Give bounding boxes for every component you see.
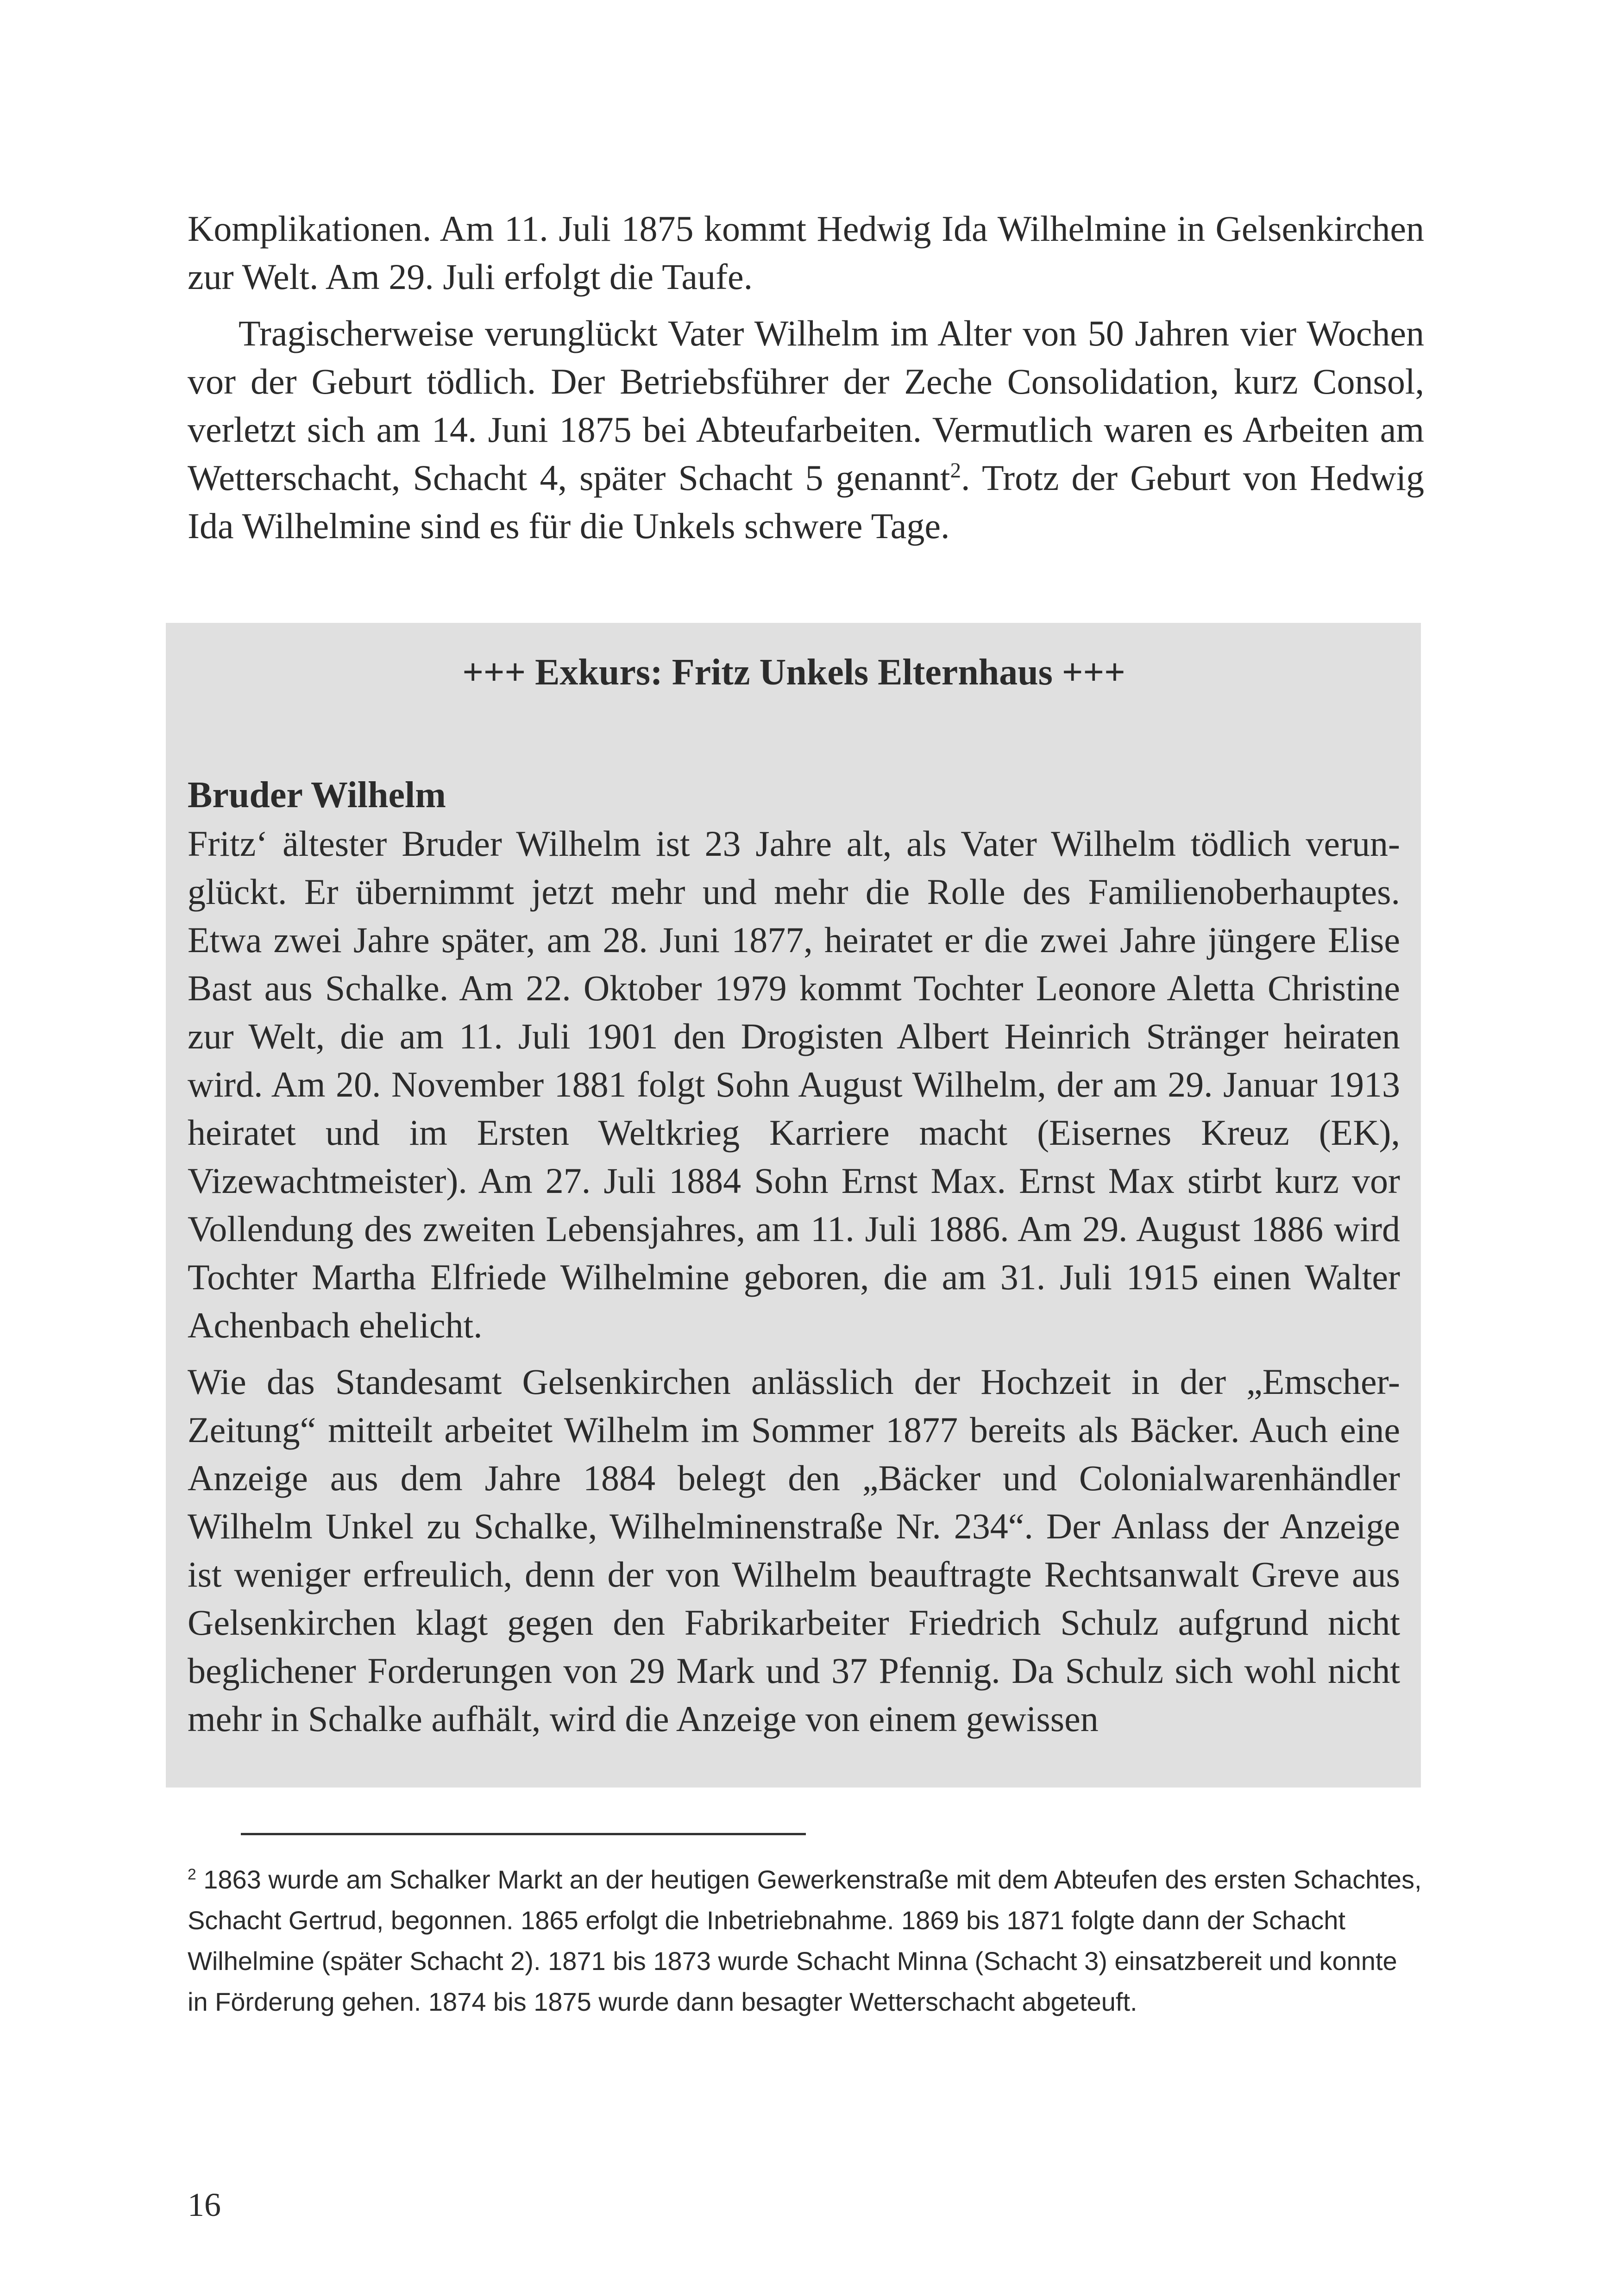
footnote-text: 1863 wurde am Schalker Markt an der heutigen Gewerkenstraße mit dem Abteufen des ersten Schachtes, Schacht Gertrud, begonnen. 1865 erfolgt die Inbetriebnahme. 1869 bis 1871 folgte dann der Schacht Wilhelmine (später Schacht 2). 1871 bis 1873 wurde Schacht Minna (Schacht 3) einsatzbereit und konnte in Förderung gehen. 1874 bis 1875 wurde dann besagter Wetterschacht abgeteuft. xyxy=(188,1865,1422,2016)
footnote-reference[interactable]: 2 xyxy=(950,458,961,483)
main-text xyxy=(188,205,1424,558)
footnote xyxy=(188,1859,1424,2022)
paragraph-2-text: Tragischerweise verunglückt Vater Wilhelm im Alter von 50 Jahren vier Wochen vor der Geburt tödlich. Der Betriebsführer der Zeche Consolidation, kurz Consol, verletzt sich am 14. Juni 1875 bei Abteufarbeiten. Vermutlich waren es Arbeiten am Wetterschacht, Schacht 4, später Schacht 5 genannt xyxy=(188,313,1424,498)
footnote-divider xyxy=(241,1833,806,1835)
paragraph-2-tail: . Trotz der Geburt von Hedwig Ida Wilhelmine sind es für die Unkels schwere Tage. xyxy=(188,458,1424,546)
page-number: 16 xyxy=(188,2186,221,2223)
exkurs-title: +++ Exkurs: Fritz Unkels Elternhaus +++ xyxy=(462,652,1125,693)
exkurs-paragraph-2: Wie das Standesamt Gelsenkirchen anlässlich der Hochzeit in der „Emscher-Zeitung“ mitteilt arbeitet Wilhelm im Sommer 1877 bereits als Bäcker. Auch eine Anzeige aus dem Jahre 1884 belegt den „Bäcker und Colonialwarenhändler Wilhelm Unkel zu Schalke, Wilhelminenstraße Nr. 234“. Der Anlass der Anzeige ist weniger erfreulich, denn der von Wilhelm beauftragte Rechtsanwalt Greve aus Gelsenkirchen klagt gegen den Fabrikarbeiter Friedrich Schulz aufgrund nicht beglichener Forderungen von 29 Mark und 37 Pfennig. Da Schulz sich wohl nicht mehr in Schalke aufhält, wird die Anzeige von einem gewissen xyxy=(188,1361,1400,1739)
paragraph-1: Komplikationen. Am 11. Juli 1875 kommt Hedwig Ida Wilhelmine in Gelsenkirchen zur Welt. Am 29. Juli erfolgt die Taufe. xyxy=(188,208,1424,297)
paragraph-2 xyxy=(188,309,1424,550)
exkurs-paragraph-1: Fritz‘ ältester Bruder Wilhelm ist 23 Jahre alt, als Vater Wilhelm tödlich verunglückt. Er übernimmt jetzt mehr und mehr die Rolle des Familienoberhauptes. Etwa zwei Jahre später, am 28. Juni 1877, heiratet er die zwei Jahre jüngere Elise Bast aus Schalke. Am 22. Oktober 1979 kommt Tochter Leonore Aletta Christine zur Welt, die am 11. Juli 1901 den Drogisten Albert Heinrich Stränger heiraten wird. Am 20. November 1881 folgt Sohn August Wilhelm, der am 29. Januar 1913 heiratet und im Ersten Weltkrieg Karriere macht (Eisernes Kreuz (EK), Vizewachtmeister). Am 27. Juli 1884 Sohn Ernst Max. Ernst Max stirbt kurz vor Vollendung des zweiten Lebensjahres, am 11. Juli 1886. Am 29. August 1886 wird Tochter Martha Elfriede Wilhelmine geboren, die am 31. Juli 1915 einen Walter Achenbach ehelicht. xyxy=(188,823,1400,1345)
exkurs-subtitle: Bruder Wilhelm xyxy=(188,775,446,816)
exkurs-box xyxy=(166,623,1421,1788)
exkurs-paragraphs xyxy=(188,820,1400,1751)
footnote-number: 2 xyxy=(188,1866,196,1883)
